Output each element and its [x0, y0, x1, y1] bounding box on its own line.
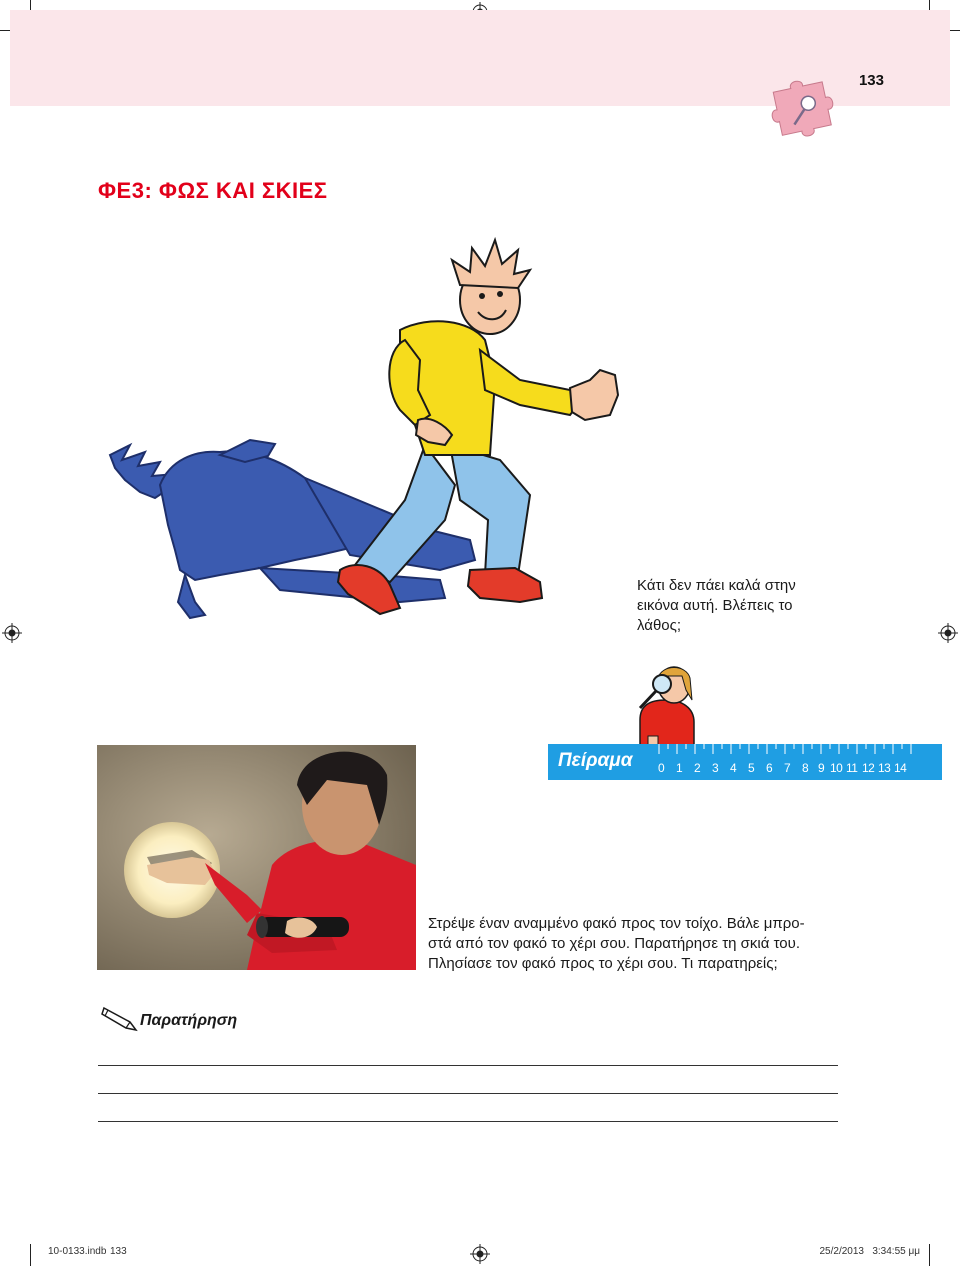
- registration-mark-icon: [2, 623, 22, 643]
- registration-mark-icon: [938, 623, 958, 643]
- ruler-ticks: [655, 744, 925, 758]
- ruler-number: 13: [878, 761, 891, 775]
- footer-file: 10-0133.indb: [48, 1246, 107, 1257]
- page-title: ΦΕ3: ΦΩΣ ΚΑΙ ΣΚΙΕΣ: [98, 178, 328, 203]
- boy-shadow-illustration: [100, 230, 640, 620]
- scientist-girl-illustration: [630, 660, 702, 752]
- footer-datetime: 25/2/2013 3:34:55 μμ: [819, 1246, 920, 1257]
- ruler-number: 0: [658, 761, 665, 775]
- instruction-line: στά από τον φακό το χέρι σου. Παρατήρησε τη σκιά του.: [428, 935, 800, 952]
- answer-line[interactable]: [98, 1121, 838, 1122]
- ruler-number: 5: [748, 761, 755, 775]
- footer-page: 133: [110, 1246, 127, 1257]
- flashlight-photo: [97, 745, 416, 970]
- registration-mark-icon: [470, 1244, 490, 1264]
- page-number: 133: [858, 72, 884, 89]
- caption-line: Κάτι δεν πάει καλά στην: [637, 577, 796, 594]
- experiment-instructions: [428, 914, 948, 974]
- ruler-number: 6: [766, 761, 773, 775]
- answer-line[interactable]: [98, 1065, 838, 1066]
- caption-line: εικόνα αυτή. Βλέπεις το: [637, 597, 793, 614]
- ruler-number: 1: [676, 761, 683, 775]
- ruler-number: 10: [830, 761, 843, 775]
- experiment-label: Πείραμα: [558, 750, 633, 771]
- instruction-line: Στρέψε έναν αναμμένο φακό προς τον τοίχο. Βάλε μπρο-: [428, 915, 805, 932]
- answer-line[interactable]: [98, 1093, 838, 1094]
- caption-line: λάθος;: [637, 617, 682, 634]
- observation-label: Παρατήρηση: [140, 1012, 238, 1029]
- ruler-number: 3: [712, 761, 719, 775]
- illustration-caption: [637, 576, 837, 636]
- pencil-icon: [100, 1000, 142, 1032]
- ruler-number: 14: [894, 761, 907, 775]
- puzzle-piece-icon: [765, 72, 845, 142]
- ruler-number: 11: [846, 761, 858, 775]
- ruler-number: 2: [694, 761, 701, 775]
- crop-mark: [30, 1244, 31, 1266]
- ruler-number: 4: [730, 761, 737, 775]
- ruler-number: 12: [862, 761, 875, 775]
- ruler-number: 8: [802, 761, 809, 775]
- crop-mark: [929, 1244, 930, 1266]
- ruler-number: 7: [784, 761, 791, 775]
- instruction-line: Πλησίασε τον φακό προς το χέρι σου. Τι παρατηρείς;: [428, 955, 778, 972]
- ruler-number: 9: [818, 761, 825, 775]
